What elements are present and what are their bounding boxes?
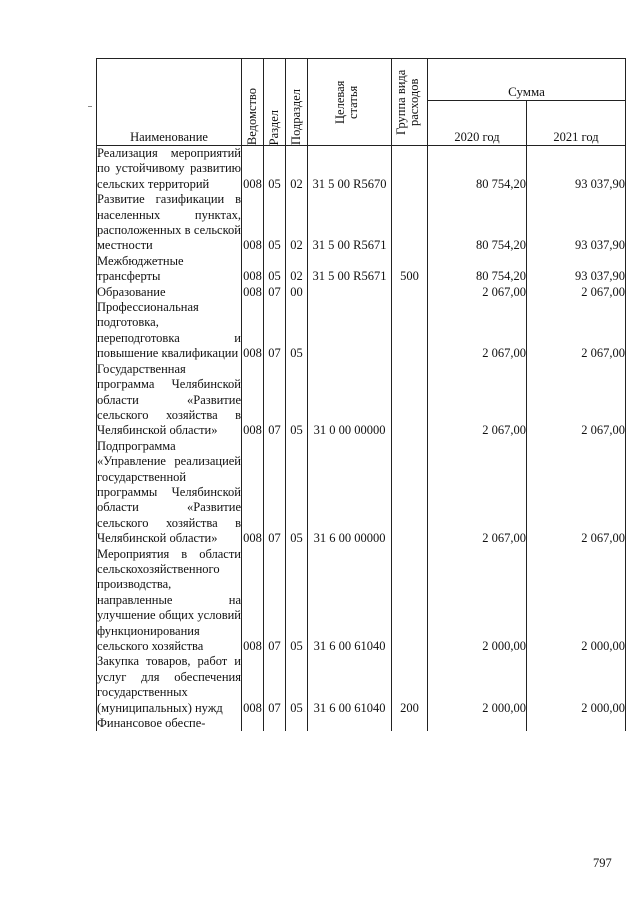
row-gruppa [392, 146, 428, 193]
margin-mark [88, 106, 92, 107]
table-row [97, 547, 626, 655]
row-sum-2020: 80 754,20 [428, 254, 527, 285]
table-row [97, 654, 626, 716]
row-gruppa [392, 300, 428, 362]
row-vedomstvo: 008 [242, 146, 264, 193]
row-sum-2021 [527, 716, 626, 731]
row-vedomstvo: 008 [242, 362, 264, 439]
row-sum-2020: 2 067,00 [428, 300, 527, 362]
table-row [97, 716, 626, 731]
row-vedomstvo: 008 [242, 547, 264, 655]
row-sum-2020 [428, 716, 527, 731]
row-gruppa: 500 [392, 254, 428, 285]
row-sum-2021: 2 067,00 [527, 300, 626, 362]
row-vedomstvo: 008 [243, 284, 262, 299]
row-gruppa [392, 192, 428, 254]
row-podrazdel: 02 [286, 192, 308, 254]
row-name: Мероприятия в области сельскохозяйственного производства, направленные на улучшение общих условий функционирования сельского хозяйства [97, 546, 241, 653]
row-sum-2021: 2 000,00 [527, 547, 626, 655]
row-sum-2021: 2 067,00 [527, 285, 626, 300]
header-year-2021: 2021 год [527, 101, 626, 146]
header-razdel: Раздел [264, 59, 286, 146]
budget-table [96, 58, 626, 731]
header-gruppa: Группа вида расходов [392, 59, 428, 146]
table-row [97, 146, 626, 193]
row-podrazdel: 05 [286, 362, 308, 439]
row-name: Реализация мероприятий по устойчивому развитию сельских территорий [97, 146, 241, 191]
row-gruppa [392, 547, 428, 655]
row-sum-2020: 80 754,20 [428, 192, 527, 254]
header-row [97, 59, 626, 101]
row-sum-2021: 93 037,90 [527, 146, 626, 193]
row-sum-2020: 2 000,00 [428, 547, 527, 655]
row-sum-2020: 2 067,00 [428, 362, 527, 439]
header-name: Наименование [97, 59, 242, 146]
row-celevaya [308, 285, 392, 300]
table-row [97, 300, 626, 362]
row-gruppa [392, 285, 428, 300]
row-sum-2020: 80 754,20 [428, 146, 527, 193]
row-celevaya: 31 0 00 00000 [308, 362, 392, 439]
row-name: Закупка товаров, работ и услуг для обеспечения государственных (муниципальных) нужд [97, 654, 241, 715]
row-podrazdel: 05 [286, 300, 308, 362]
row-celevaya [308, 716, 392, 731]
row-podrazdel [286, 716, 308, 731]
row-vedomstvo [242, 716, 264, 731]
row-vedomstvo: 008 [242, 300, 264, 362]
row-podrazdel: 02 [286, 146, 308, 193]
row-podrazdel: 05 [286, 547, 308, 655]
row-gruppa: 200 [392, 654, 428, 716]
row-razdel: 07 [264, 439, 286, 547]
row-razdel: 07 [264, 547, 286, 655]
row-razdel [264, 716, 286, 731]
row-sum-2020: 2 067,00 [428, 439, 527, 547]
row-name: Подпрограмма «Управление реализацией государственной программы Челябинской области «Развитие сельского хозяйства в Челябинской области» [97, 438, 241, 546]
row-celevaya [308, 300, 392, 362]
row-celevaya: 31 5 00 R5670 [308, 146, 392, 193]
row-name: Развитие газификации в населенных пунктах, расположенных в сельской местности [97, 192, 241, 253]
row-name: Образование [97, 285, 242, 300]
row-razdel: 05 [264, 146, 286, 193]
row-name: Государственная программа Челябинской области «Развитие сельского хозяйства в Челябинской области» [97, 361, 241, 438]
row-name: Профессиональная подготовка, переподготовка и повышение квалификации [97, 300, 241, 361]
row-vedomstvo: 008 [242, 254, 264, 285]
row-vedomstvo: 008 [242, 439, 264, 547]
row-podrazdel: 02 [286, 254, 308, 285]
row-podrazdel: 00 [286, 285, 308, 300]
row-sum-2021: 2 000,00 [527, 654, 626, 716]
row-sum-2021: 93 037,90 [527, 192, 626, 254]
table-row [97, 254, 626, 285]
row-gruppa [392, 716, 428, 731]
table-row [97, 192, 626, 254]
row-sum-2021: 2 067,00 [527, 439, 626, 547]
row-celevaya: 31 6 00 00000 [308, 439, 392, 547]
row-razdel: 07 [264, 654, 286, 716]
row-name: Межбюджетные трансферты [97, 254, 242, 285]
row-celevaya: 31 6 00 61040 [308, 547, 392, 655]
header-celevaya: Целевая статья [308, 59, 392, 146]
row-sum-2021: 93 037,90 [527, 254, 626, 285]
row-name: Финансовое обеспе- [97, 716, 242, 731]
row-sum-2020: 2 067,00 [428, 285, 527, 300]
table-row [97, 439, 626, 547]
row-gruppa [392, 362, 428, 439]
page-number: 797 [593, 856, 612, 870]
row-razdel: 05 [264, 192, 286, 254]
row-vedomstvo: 008 [242, 192, 264, 254]
header-year-2020: 2020 год [428, 101, 527, 146]
row-gruppa [392, 439, 428, 547]
table-row [97, 285, 626, 300]
header-podrazdel: Подраздел [286, 59, 308, 146]
header-summa: Сумма [428, 59, 626, 101]
table-row [97, 362, 626, 439]
row-razdel: 07 [264, 300, 286, 362]
row-razdel: 05 [264, 254, 286, 285]
row-sum-2021: 2 067,00 [527, 362, 626, 439]
row-podrazdel: 05 [286, 439, 308, 547]
header-vedomstvo: Ведомство [242, 59, 264, 146]
row-podrazdel: 05 [286, 654, 308, 716]
row-sum-2020: 2 000,00 [428, 654, 527, 716]
row-razdel: 07 [264, 362, 286, 439]
row-vedomstvo: 008 [242, 654, 264, 716]
row-razdel: 07 [264, 285, 286, 300]
row-celevaya: 31 5 00 R5671 [308, 192, 392, 254]
row-celevaya: 31 5 00 R5671 [308, 254, 392, 285]
row-celevaya: 31 6 00 61040 [308, 654, 392, 716]
